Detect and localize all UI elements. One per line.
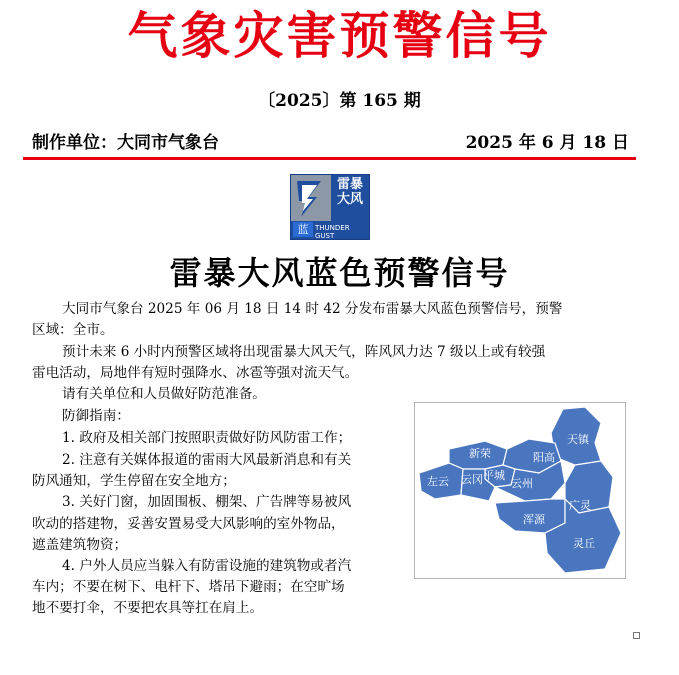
map-label: 浑源 — [523, 513, 545, 526]
map-label: 阳高 — [533, 451, 555, 464]
guide-item: 防风通知，学生停留在安全地方； — [32, 473, 236, 489]
signal-text-line2: 大风 — [336, 192, 363, 207]
guide-item: 1. 政府及相关部门按照职责做好防风防雷工作； — [62, 430, 352, 446]
guide-item: 4. 户外人员应当躲入有防雷设施的建筑物或者汽 — [62, 558, 352, 574]
paragraph-line: 预计未来 6 小时内预警区域将出现雷暴大风天气，阵风风力达 7 级以上或有较强 — [62, 344, 546, 360]
guide-item: 2. 注意有关媒体报道的雷雨大风最新消息和有关 — [62, 452, 352, 468]
guide-title: 防御指南： — [62, 408, 130, 424]
signal-text — [333, 177, 367, 207]
paragraph-line: 雷电活动，局地伴有短时强降水、冰雹等强对流天气。 — [32, 365, 359, 381]
map-label: 平城 — [483, 469, 505, 482]
map-label: 云冈 — [461, 473, 483, 486]
paragraph-line: 大同市气象台 2025 年 06 月 18 日 14 时 42 分发布雷暴大风蓝色预警信号，预警 — [62, 301, 563, 317]
guide-item: 遮盖建筑物资； — [32, 537, 128, 553]
issuing-unit: 制作单位：大同市气象台 — [32, 133, 219, 153]
signal-english: THUNDER GUST — [315, 224, 350, 240]
paragraph-line: 请有关单位和人员做好防范准备。 — [62, 386, 266, 402]
guide-item: 车内；不要在树下、电杆下、塔吊下避雨；在空旷场 — [32, 579, 345, 595]
guide-item: 吹动的搭建物，妥善安置易受大风影响的室外物品， — [32, 516, 345, 532]
header-divider — [23, 157, 636, 160]
warning-heading: 雷暴大风蓝色预警信号 — [169, 254, 510, 292]
guide-item: 3. 关好门窗，加固围板、棚架、广告牌等易被风 — [62, 494, 352, 510]
corner-marker — [633, 632, 640, 639]
map-label: 左云 — [427, 475, 449, 488]
paragraph-line: 区域：全市。 — [32, 322, 114, 338]
map-label: 云州 — [511, 477, 533, 490]
issue-number: 〔2025〕第 165 期 — [258, 91, 421, 111]
map-label: 广灵 — [569, 499, 591, 512]
document-title: 气象灾害预警信号 — [127, 7, 552, 65]
map-label: 灵丘 — [573, 537, 595, 550]
map-label: 新荣 — [469, 447, 491, 460]
lightning-flag-icon — [291, 175, 331, 221]
guide-item: 地不要打伞，不要把农具等扛在肩上。 — [32, 600, 264, 616]
map-label: 天镇 — [567, 433, 589, 446]
thunder-gust-signal-icon — [290, 174, 370, 240]
signal-text-line1: 雷暴 — [336, 177, 363, 192]
issue-date: 2025 年 6 月 18 日 — [465, 133, 629, 153]
signal-level: 蓝 — [293, 222, 313, 237]
warning-area-map — [414, 402, 626, 579]
